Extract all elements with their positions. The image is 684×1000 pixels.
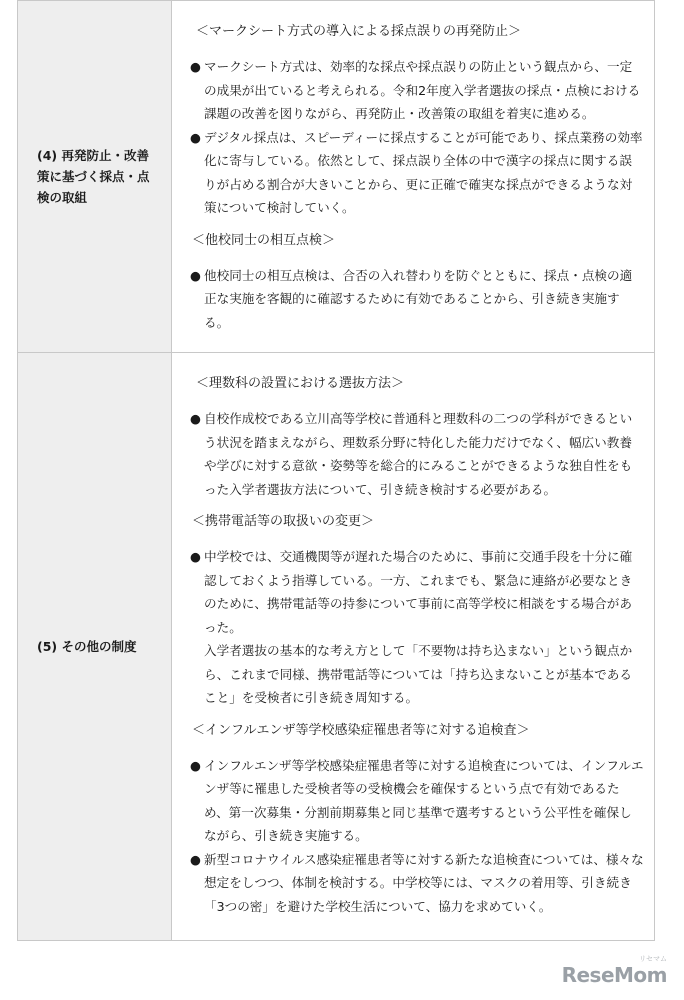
bullet-dot-icon: ● bbox=[190, 267, 201, 283]
bullet-dot-icon: ● bbox=[190, 757, 201, 773]
bullet-continuation: 入学者選抜の基本的な考え方として「不要物は持ち込まない」という観点から、これまで同様、携帯電話等については「持ち込まないことが基本であること」を受検者に引き続き周知する。 bbox=[204, 643, 633, 705]
bullet-text: マークシート方式は、効率的な採点や採点誤りの防止という観点から、一定の成果が出ていると考えられる。令和2年度入学者選抜の採点・点検における課題の改善を図りながら、再発防止・改善策の取組を着実に進める。 bbox=[204, 59, 641, 121]
table-row bbox=[18, 353, 655, 941]
policy-table bbox=[17, 0, 655, 941]
bullet-dot-icon: ● bbox=[190, 411, 201, 426]
table-row bbox=[18, 1, 655, 353]
bullet-dot-icon: ● bbox=[190, 851, 201, 867]
bullet-text: 新型コロナウイルス感染症罹患者等に対する新たな追検査については、様々な想定をしつつ、体制を検討する。中学校等には、マスクの着用等、引き続き「3つの密」を避けた学校生活について、協力を求めていく。 bbox=[204, 851, 644, 914]
bullet-text: デジタル採点は、スピーディーに採点することが可能であり、採点業務の効率化に寄与している。依然として、採点誤り全体の中で漢字の採点に関する誤りが占める割合が大きいことから、更に正確で確実な採点ができるような対策について検討していく。 bbox=[204, 129, 643, 215]
bullet-text: 他校同士の相互点検は、合否の入れ替わりを防ぐとともに、採点・点検の適正な実施を客観的に確認するために有効であることから、引き続き実施する。 bbox=[204, 267, 633, 330]
logo-text: ReseMom bbox=[561, 963, 667, 987]
bullet-dot-icon: ● bbox=[190, 549, 201, 564]
subsection-heading: ＜他校同士の相互点検＞ bbox=[192, 232, 336, 248]
bullet-item bbox=[190, 55, 644, 126]
bullet-text: 自校作成校である立川高等学校に普通科と理数科の二つの学科ができるという状況を踏まえながら、理数系分野に特化した能力だけでなく、幅広い教養や学びに対する意欲・姿勢等を総合的にみることができるような独自性をもった入学者選抜方法について、引き続き検討する必要がある。 bbox=[204, 411, 633, 497]
subsection-heading: ＜インフルエンザ等学校感染症罹患者等に対する追検査＞ bbox=[192, 722, 530, 738]
row-content bbox=[172, 353, 655, 941]
row-label-text: (4) 再発防止・改善策に基づく採点・点検の取組 bbox=[37, 148, 150, 205]
resemom-logo bbox=[561, 955, 667, 987]
bullet-item bbox=[190, 848, 644, 919]
row-label-text: (5) その他の制度 bbox=[37, 639, 137, 654]
bullet-item bbox=[190, 407, 644, 501]
row-label bbox=[18, 353, 172, 941]
logo-subtext: リセマム bbox=[639, 955, 667, 963]
row-label bbox=[18, 1, 172, 353]
subsection-heading: ＜携帯電話等の取扱いの変更＞ bbox=[192, 514, 375, 529]
bullet-item bbox=[190, 545, 644, 639]
bullet-item bbox=[190, 754, 644, 848]
subsection-heading: ＜マークシート方式の導入による採点誤りの再発防止＞ bbox=[196, 24, 522, 39]
bullet-item bbox=[190, 264, 644, 335]
bullet-text: インフルエンザ等学校感染症罹患者等に対する追検査については、インフルエンザ等に罹患した受検者等の受検機会を確保するという点で有効であるため、第一次募集・分割前期募集と同じ基準で選考するという公平性を確保しながら、引き続き実施する。 bbox=[204, 757, 644, 843]
bullet-dot-icon: ● bbox=[190, 129, 201, 145]
subsection-heading: ＜理数科の設置における選抜方法＞ bbox=[196, 376, 405, 391]
bullet-item bbox=[190, 126, 644, 220]
bullet-text: 中学校では、交通機関等が遅れた場合のために、事前に交通手段を十分に確認しておくよう指導している。一方、これまでも、緊急に連絡が必要なときのために、携帯電話等の持参について事前に高等学校に相談をする場合があった。 bbox=[204, 549, 633, 635]
bullet-dot-icon: ● bbox=[190, 59, 201, 74]
row-content bbox=[172, 1, 655, 353]
